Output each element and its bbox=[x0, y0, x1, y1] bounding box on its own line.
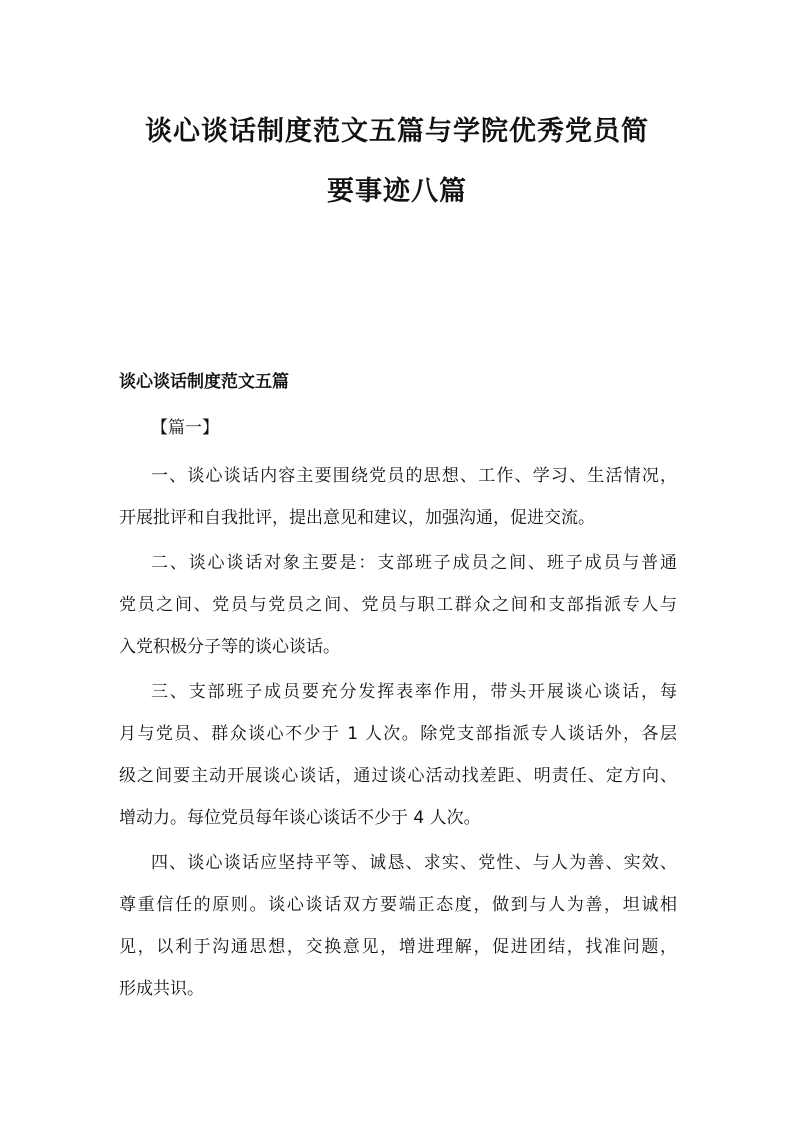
paragraph-3-line-2: 月与党员、群众谈心不少于 1 人次。除党支部指派专人谈话外，各层 bbox=[119, 724, 677, 744]
paragraph-4-line-1: 四、谈心谈话应坚持平等、诚恳、求实、党性、与人为善、实效、 bbox=[151, 853, 677, 873]
paragraph-4-line-3: 见，以利于沟通思想，交换意见，增进理解，促进团结，找准问题， bbox=[119, 937, 677, 957]
document-title-line-2: 要事迹八篇 bbox=[327, 176, 467, 207]
paragraph-1-line-1: 一、谈心谈话内容主要围绕党员的思想、工作、学习、生活情况， bbox=[151, 466, 677, 486]
section-heading: 谈心谈话制度范文五篇 bbox=[119, 372, 289, 392]
paragraph-4-line-4: 形成共识。 bbox=[119, 979, 204, 999]
paragraph-1-line-2: 开展批评和自我批评，提出意见和建议，加强沟通，促进交流。 bbox=[119, 508, 595, 528]
paragraph-2-line-2: 党员之间、党员与党员之间、党员与职工群众之间和支部指派专人与 bbox=[119, 595, 677, 615]
document-title-line-1: 谈心谈话制度范文五篇与学院优秀党员简 bbox=[145, 116, 649, 147]
paragraph-2-line-1: 二、谈心谈话对象主要是：支部班子成员之间、班子成员与普通 bbox=[151, 553, 677, 573]
paragraph-3-line-3: 级之间要主动开展谈心谈话，通过谈心活动找差距、明责任、定方向、 bbox=[119, 766, 677, 786]
paragraph-3-line-1: 三、支部班子成员要充分发挥表率作用，带头开展谈心谈话，每 bbox=[151, 682, 677, 702]
paragraph-4-line-2: 尊重信任的原则。谈心谈话双方要端正态度，做到与人为善，坦诚相 bbox=[119, 895, 677, 915]
sub-heading: 【篇一】 bbox=[151, 418, 219, 438]
paragraph-3-line-4: 增动力。每位党员每年谈心谈话不少于 4 人次。 bbox=[119, 808, 481, 828]
paragraph-2-line-3: 入党积极分子等的谈心谈话。 bbox=[119, 637, 340, 657]
